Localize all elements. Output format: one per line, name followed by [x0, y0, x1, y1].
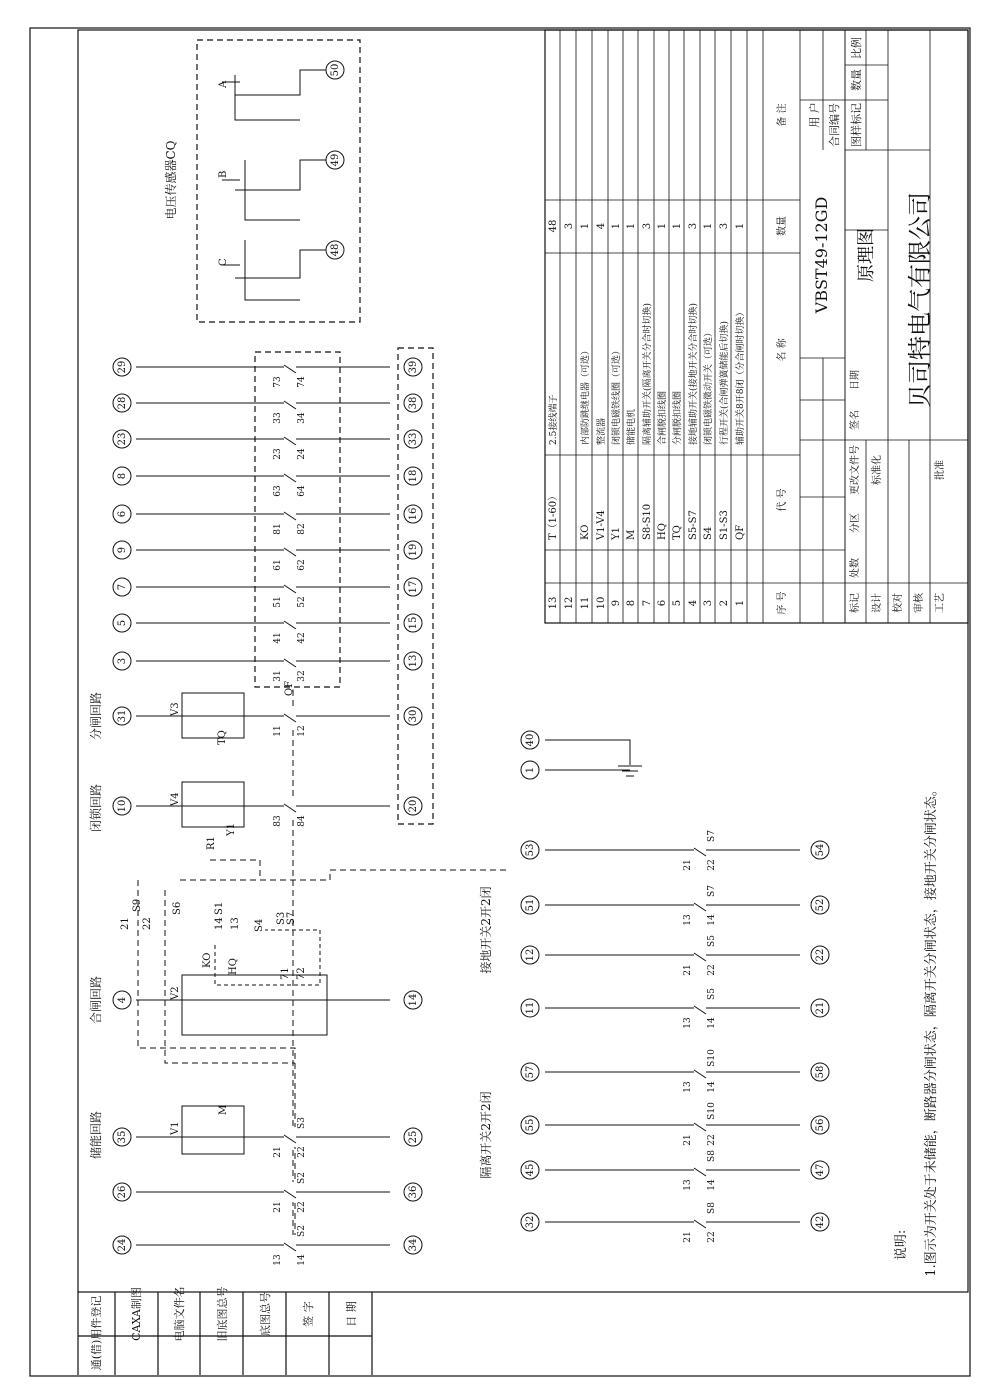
aux-terminal-right: 58	[815, 1065, 826, 1079]
sensor-wiring	[222, 70, 335, 300]
bom-name: 内部防跳继电器（可选）	[581, 345, 591, 445]
bom-name: 闭锁电磁铁线圈（可选）	[612, 345, 622, 445]
bom-qty: 4	[596, 222, 607, 230]
label-sensor: 电压传感器CQ	[164, 140, 178, 220]
bom-seq: 13	[548, 596, 559, 610]
contact-terminal-a: 41	[273, 632, 283, 644]
bom-name: 接地辅助开关(接地开关分合时切换)	[689, 302, 699, 445]
bom-name: 分闸脱扣线圈	[673, 390, 683, 445]
sidebar-date: 日 期	[345, 1301, 358, 1327]
terminal-right: 34	[408, 1238, 419, 1252]
role-design: 设计	[872, 593, 883, 613]
label-s9: S9	[132, 898, 143, 912]
contact-terminal-a: 81	[273, 523, 283, 535]
contact-terminal-a: 11	[273, 725, 283, 737]
bom-name: 隔离辅助开关(隔离开关分合时切换)	[643, 302, 653, 445]
col-remark: 备 注	[777, 103, 788, 127]
approval-date: 日期	[850, 370, 861, 390]
contact-terminal-b: 14	[297, 1254, 307, 1266]
label-s3: S3	[276, 911, 287, 925]
contact-gap	[284, 1235, 296, 1255]
bom-seq: 8	[626, 599, 637, 607]
earth-terminal: 1	[525, 766, 536, 774]
contact-terminal-a: 21	[273, 1146, 283, 1158]
terminal-right: 15	[408, 616, 419, 630]
terminal-right: 13	[408, 654, 419, 668]
terminal-left: 29	[117, 360, 128, 374]
contact-terminal-b: 14	[707, 1081, 717, 1093]
contact-gap	[284, 577, 296, 597]
contact-name: S5	[707, 935, 717, 947]
bom-code: S1-S3	[719, 510, 730, 540]
drawing-name: 原理图	[856, 228, 877, 282]
contact-terminal-a: 21	[273, 1201, 283, 1213]
contact-terminal-b: 14	[707, 1179, 717, 1191]
approval-mark: 标记	[850, 593, 861, 613]
label-scale: 比例	[850, 37, 863, 59]
label-motor: M	[218, 1104, 229, 1115]
terminal-left: 3	[117, 657, 128, 665]
bom-seq: 9	[611, 599, 622, 607]
contact-gap	[694, 945, 706, 965]
contact-terminal-b: 12	[297, 725, 307, 737]
sidebar-old: 旧底图总号	[216, 1286, 229, 1342]
terminal-right: 39	[408, 360, 419, 374]
aux-terminal-left: 51	[525, 898, 536, 912]
contact-gap	[694, 1115, 706, 1135]
label-close-circuit: 合闸回路	[89, 975, 103, 1025]
terminal-right: 17	[408, 580, 419, 594]
aux-terminal-right: 54	[815, 843, 826, 857]
role-standard: 标准化	[872, 455, 883, 485]
terminal-left: 35	[117, 1130, 128, 1144]
sensor-terminal: 49	[330, 153, 341, 167]
contact-name: S10	[707, 1102, 717, 1120]
contact-terminal-a: 13	[683, 1179, 693, 1191]
terminal-right: 14	[408, 993, 419, 1007]
aux-terminal-left: 32	[525, 1215, 536, 1229]
label-open-circuit: 分闸回路	[89, 691, 103, 741]
terminal-left: 5	[117, 619, 128, 627]
label-n22: 22	[142, 917, 153, 930]
label-s7: S7	[286, 911, 297, 925]
contact-terminal-a: 21	[683, 964, 693, 976]
terminal-left: 10	[117, 799, 128, 813]
label-qf: QF	[284, 680, 295, 696]
contact-terminal-b: 74	[297, 376, 307, 388]
contact-terminal-a: 13	[273, 1254, 283, 1266]
sensor-terminal: 48	[330, 243, 341, 257]
bom-seq: 3	[703, 599, 714, 607]
contact-name: S8	[707, 1150, 717, 1162]
bom-qty: 1	[626, 222, 637, 230]
role-process: 工艺	[935, 593, 946, 613]
bom-name: 2.5接线端子	[549, 394, 559, 445]
label-hq: HQ	[228, 958, 239, 975]
bom-qty: 1	[611, 222, 622, 230]
aux-terminal-right: 56	[815, 1118, 826, 1132]
aux-terminal-left: 45	[525, 1163, 536, 1177]
bom-qty: 3	[719, 222, 730, 230]
label-drawing-mark: 图样标记	[850, 103, 863, 147]
label-s6: S6	[172, 901, 183, 915]
contact-gap	[284, 540, 296, 560]
approval-zone: 分区	[850, 513, 861, 533]
terminal-right: 19	[408, 543, 419, 557]
bom-qty: 3	[564, 222, 575, 230]
label-s1: S1	[214, 901, 225, 915]
bom-qty: 1	[657, 222, 668, 230]
bom-seq: 12	[564, 596, 575, 610]
contact-terminal-a: 33	[273, 412, 283, 424]
contact-gap	[694, 1212, 706, 1232]
bom-qty: 1	[703, 222, 714, 230]
circuit-wiring	[136, 367, 800, 1245]
sidebar-reg: 通(借)用件登记	[90, 1295, 103, 1371]
phase-c: C	[218, 258, 229, 266]
aux-terminal-left: 11	[525, 1001, 536, 1015]
terminal-left: 6	[117, 510, 128, 518]
aux-terminal-left: 55	[525, 1118, 536, 1132]
bom-name: 储能电机	[627, 408, 637, 445]
label-n71: 71	[280, 967, 291, 980]
contact-name: S2	[297, 1225, 307, 1237]
bom-seq: 5	[672, 599, 683, 607]
bom-qty: 48	[548, 219, 559, 233]
contact-name: S3	[297, 1117, 307, 1129]
earth-terminal: 40	[525, 733, 536, 747]
label-r1: R1	[206, 836, 217, 850]
terminal-right: 25	[408, 1130, 419, 1144]
contact-gap	[694, 840, 706, 860]
bom-seq: 2	[719, 599, 730, 607]
contact-name: S2	[297, 1172, 307, 1184]
contact-name: S10	[707, 1049, 717, 1067]
role-check: 校对	[893, 593, 904, 613]
bom-name: 整流器	[597, 417, 607, 445]
bom-code: S4	[703, 526, 714, 540]
terminal-left: 28	[117, 396, 128, 410]
contact-terminal-b: 22	[707, 859, 717, 871]
bom-code: KO	[580, 524, 591, 540]
terminal-left: 8	[117, 472, 128, 480]
bom-seq: 4	[688, 599, 699, 607]
terminal-right: 38	[408, 396, 419, 410]
aux-terminal-right: 52	[815, 898, 826, 912]
bom-code: HQ	[657, 523, 668, 540]
contact-terminal-a: 73	[273, 376, 283, 388]
terminal-left: 24	[117, 1238, 128, 1252]
contact-terminal-b: 84	[297, 815, 307, 827]
contact-gap	[284, 706, 296, 726]
bom-seq: 10	[596, 596, 607, 610]
label-storage-circuit: 储能回路	[89, 1110, 103, 1160]
title-block-frame	[545, 30, 968, 623]
contact-terminal-b: 82	[297, 523, 307, 535]
contact-gap	[694, 895, 706, 915]
bom-code: T（1-60）	[548, 490, 559, 540]
contact-gap	[284, 613, 296, 633]
bom-seq: 11	[580, 596, 591, 610]
terminal-left: 23	[117, 432, 128, 446]
approval-doc: 更改文件号	[850, 445, 861, 495]
sidebar-caxa: CAXA制图	[130, 1287, 143, 1341]
contact-terminal-a: 83	[273, 815, 283, 827]
bom-qty: 3	[642, 222, 653, 230]
contact-gap	[284, 393, 296, 413]
contact-gap	[284, 1182, 296, 1202]
terminal-right: 30	[408, 709, 419, 723]
sidebar-base: 底图总号	[259, 1292, 272, 1336]
drawing-number: VBST49-12GD	[812, 196, 831, 314]
contact-terminal-b: 22	[707, 964, 717, 976]
bom-name: 行程开关(合闸弹簧储能后切换)	[720, 320, 730, 445]
contact-terminal-b: 64	[297, 485, 307, 497]
label-n14: 14	[214, 917, 225, 930]
contact-gap	[694, 1062, 706, 1082]
contact-terminal-b: 52	[297, 596, 307, 608]
contact-terminal-a: 21	[683, 1134, 693, 1146]
bom-code: TQ	[672, 525, 683, 540]
contact-gap	[694, 1160, 706, 1180]
bom-code: QF	[735, 524, 746, 540]
bom-name: 合闸脱扣线圈	[658, 390, 668, 445]
bom-code: S8-S10	[642, 503, 653, 540]
label-v3: V3	[170, 702, 181, 716]
terminal-left: 9	[117, 546, 128, 554]
contact-terminal-a: 13	[683, 1017, 693, 1029]
col-code: 代 号	[777, 488, 788, 512]
aux-terminal-left: 53	[525, 843, 536, 857]
bom-qty: 3	[688, 222, 699, 230]
label-v2: V2	[170, 986, 181, 1000]
label-iso-aux: 隔离开关2开2闭	[479, 1091, 493, 1179]
sidebar-file: 电脑文件名	[173, 1286, 186, 1342]
bom-seq: 1	[735, 599, 746, 607]
terminal-right: 16	[408, 507, 419, 521]
bom-code: Y1	[611, 527, 622, 540]
label-n21: 21	[120, 917, 131, 930]
aux-terminal-right: 22	[815, 948, 826, 962]
terminal-left: 7	[117, 583, 128, 591]
terminal-left: 4	[117, 996, 128, 1004]
contact-terminal-b: 32	[297, 670, 307, 682]
aux-terminal-left: 57	[525, 1065, 536, 1079]
contact-terminal-a: 31	[273, 670, 283, 682]
label-n72: 72	[296, 967, 307, 980]
contact-terminal-b: 22	[297, 1146, 307, 1158]
bom-seq: 6	[657, 599, 668, 607]
contact-terminal-a: 23	[273, 448, 283, 460]
contact-name: S7	[707, 830, 717, 842]
label-tq: TQ	[217, 730, 228, 745]
bom-code: S5-S7	[688, 510, 699, 540]
bom-seq: 7	[642, 599, 653, 607]
terminal-right: 36	[408, 1185, 419, 1199]
contact-terminal-a: 13	[683, 1081, 693, 1093]
contact-gap	[284, 429, 296, 449]
contact-terminal-b: 24	[297, 448, 307, 460]
phase-b: B	[218, 170, 229, 178]
label-earth-aux: 接地开关2开2闭	[479, 886, 493, 974]
aux-terminal-left: 12	[525, 948, 536, 962]
role-approve: 批准	[935, 460, 946, 480]
contact-terminal-a: 51	[273, 596, 283, 608]
contact-terminal-b: 34	[297, 412, 307, 424]
company-name: 贝司特电气有限公司	[906, 192, 934, 408]
label-ko: KO	[202, 952, 213, 968]
contact-terminal-a: 61	[273, 559, 283, 571]
contact-terminal-b: 22	[297, 1201, 307, 1213]
contact-terminal-a: 63	[273, 485, 283, 497]
contact-terminal-a: 13	[683, 914, 693, 926]
approval-sign: 签名	[850, 410, 861, 430]
label-quantity: 数量	[850, 69, 863, 91]
contact-terminal-b: 62	[297, 559, 307, 571]
contact-terminal-b: 42	[297, 632, 307, 644]
contact-terminal-b: 22	[707, 1134, 717, 1146]
sensor-terminal: 50	[330, 63, 341, 77]
bom-qty: 1	[672, 222, 683, 230]
contact-gap	[284, 796, 296, 816]
aux-terminal-right: 21	[815, 1001, 826, 1015]
contact-gap	[284, 504, 296, 524]
contact-gap	[694, 998, 706, 1018]
bom-qty: 1	[735, 222, 746, 230]
bom-name: 闭锁电磁铁微动开关（可选）	[704, 327, 714, 445]
sidebar-sign: 签 字	[302, 1301, 315, 1327]
contact-gap	[284, 466, 296, 486]
contact-gap	[284, 357, 296, 377]
terminal-left: 26	[117, 1185, 128, 1199]
label-lock-circuit: 闭锁回路	[89, 783, 103, 833]
terminal-right: 18	[408, 469, 419, 483]
terminal-left: 31	[117, 709, 128, 723]
bom-grid	[545, 30, 968, 623]
label-n13: 13	[230, 917, 241, 930]
bom-code: V1-V4	[596, 510, 607, 540]
contact-terminal-a: 21	[683, 1231, 693, 1243]
contact-terminal-b: 14	[707, 1017, 717, 1029]
contact-name: S8	[707, 1202, 717, 1214]
contact-terminal-a: 21	[683, 859, 693, 871]
contact-gap	[284, 651, 296, 671]
bom-qty: 1	[580, 222, 591, 230]
contact-name: S5	[707, 988, 717, 1000]
col-qty: 数量	[777, 216, 788, 236]
note-1: 1.图示为开关处于未储能，断路器分闸状态，隔离开关分闸状态，接地开关分闸状态。	[924, 783, 939, 1277]
aux-terminal-right: 47	[815, 1163, 826, 1177]
terminal-right: 20	[408, 799, 419, 813]
contact-terminal-b: 14	[707, 914, 717, 926]
label-v4: V4	[170, 792, 181, 806]
label-user: 用 户	[808, 102, 821, 128]
contact-terminal-b: 22	[707, 1231, 717, 1243]
col-name: 名 称	[777, 338, 788, 362]
label-s4: S4	[254, 918, 265, 932]
contact-gap	[284, 1127, 296, 1147]
contact-name: S7	[707, 885, 717, 897]
bom-name: 辅助开关8开8闭（分合闸时切换）	[736, 307, 746, 445]
bom-code: M	[626, 529, 637, 540]
phase-a: A	[218, 80, 229, 88]
terminal-right: 33	[408, 432, 419, 446]
label-y1: Y1	[226, 823, 237, 836]
label-contract: 合同编号	[828, 103, 841, 147]
label-v1: V1	[170, 1121, 181, 1135]
col-seq: 序 号	[777, 591, 788, 615]
approval-count: 处数	[850, 558, 861, 578]
aux-terminal-right: 42	[815, 1215, 826, 1229]
notes-title: 说明:	[894, 1229, 909, 1261]
role-review: 审核	[914, 593, 925, 613]
